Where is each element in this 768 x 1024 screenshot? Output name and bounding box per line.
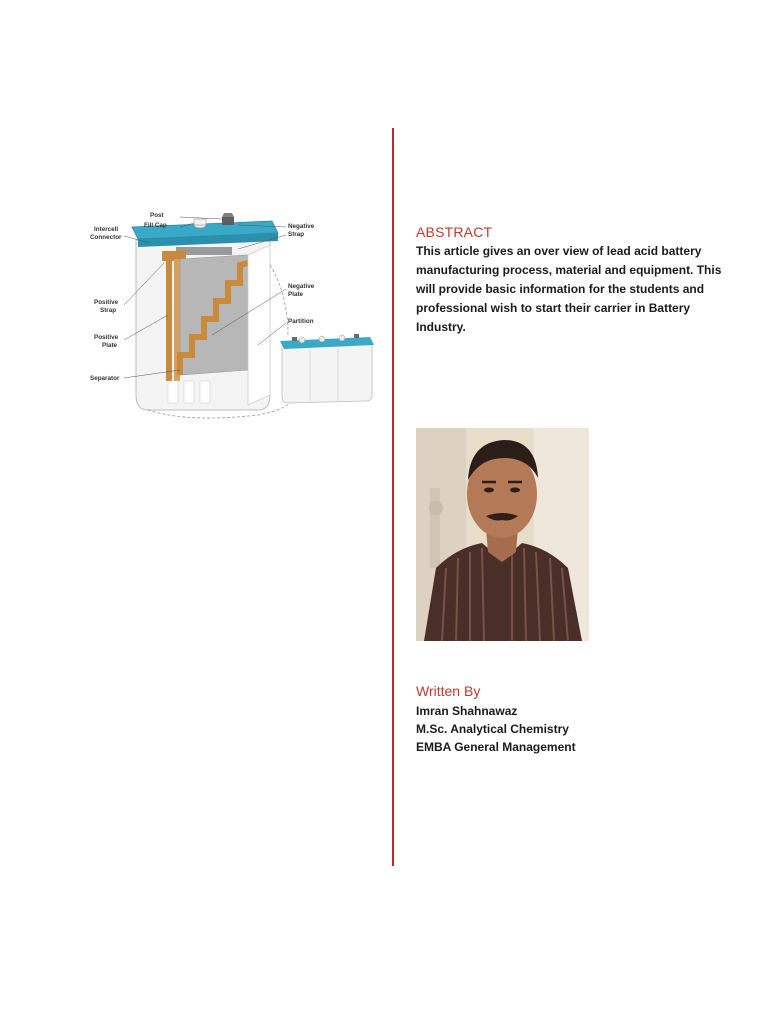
label-negative-strap-2: Strap bbox=[288, 231, 305, 238]
abstract-line: professional wish to start their carrier in Battery bbox=[416, 301, 691, 315]
battery-diagram-svg bbox=[88, 205, 388, 430]
cell-foot-1 bbox=[168, 381, 178, 403]
label-partition: Partition bbox=[288, 318, 314, 325]
abstract-line: This article gives an over view of lead acid battery bbox=[416, 244, 702, 258]
fill-cap-body bbox=[194, 219, 206, 225]
abstract-text bbox=[416, 242, 728, 337]
label-positive-strap-1: Positive bbox=[94, 299, 119, 306]
label-separator: Separator bbox=[90, 375, 120, 382]
partition-shape bbox=[248, 245, 270, 405]
label-positive-strap-2: Strap bbox=[100, 307, 117, 314]
abstract-line: will provide basic information for the students and bbox=[416, 282, 705, 296]
label-fill-cap: Fill Cap bbox=[144, 222, 167, 229]
label-positive-plate-2: Plate bbox=[102, 342, 118, 349]
label-intercell-1: Intercell bbox=[94, 226, 119, 233]
label-negative-plate-1: Negative bbox=[288, 283, 315, 290]
label-post: Post bbox=[150, 212, 164, 219]
abstract-heading: ABSTRACT bbox=[416, 224, 493, 240]
label-positive-plate-1: Positive bbox=[94, 334, 119, 341]
author-block bbox=[416, 702, 576, 756]
dashed-link-right bbox=[270, 265, 288, 335]
small-battery-case bbox=[282, 343, 372, 403]
abstract-line: manufacturing process, material and equipment. This bbox=[416, 263, 722, 277]
vertical-divider bbox=[392, 128, 394, 866]
label-negative-strap-1: Negative bbox=[288, 223, 315, 230]
author-photo bbox=[416, 428, 589, 641]
battery-cutaway-diagram bbox=[88, 205, 388, 430]
label-intercell-2: Connector bbox=[90, 234, 122, 241]
written-by-heading: Written By bbox=[416, 683, 481, 699]
author-management: EMBA General Management bbox=[416, 740, 576, 754]
abstract-line: Industry. bbox=[416, 320, 466, 334]
cell-foot-3 bbox=[200, 381, 210, 403]
author-photo-svg bbox=[416, 428, 589, 641]
positive-plate-1 bbox=[166, 261, 172, 381]
label-negative-plate-2: Plate bbox=[288, 291, 304, 298]
author-name: Imran Shahnawaz bbox=[416, 704, 518, 718]
author-degree: M.Sc. Analytical Chemistry bbox=[416, 722, 569, 736]
post-shape bbox=[222, 217, 234, 225]
post-top bbox=[222, 213, 234, 217]
cell-foot-2 bbox=[184, 381, 194, 403]
